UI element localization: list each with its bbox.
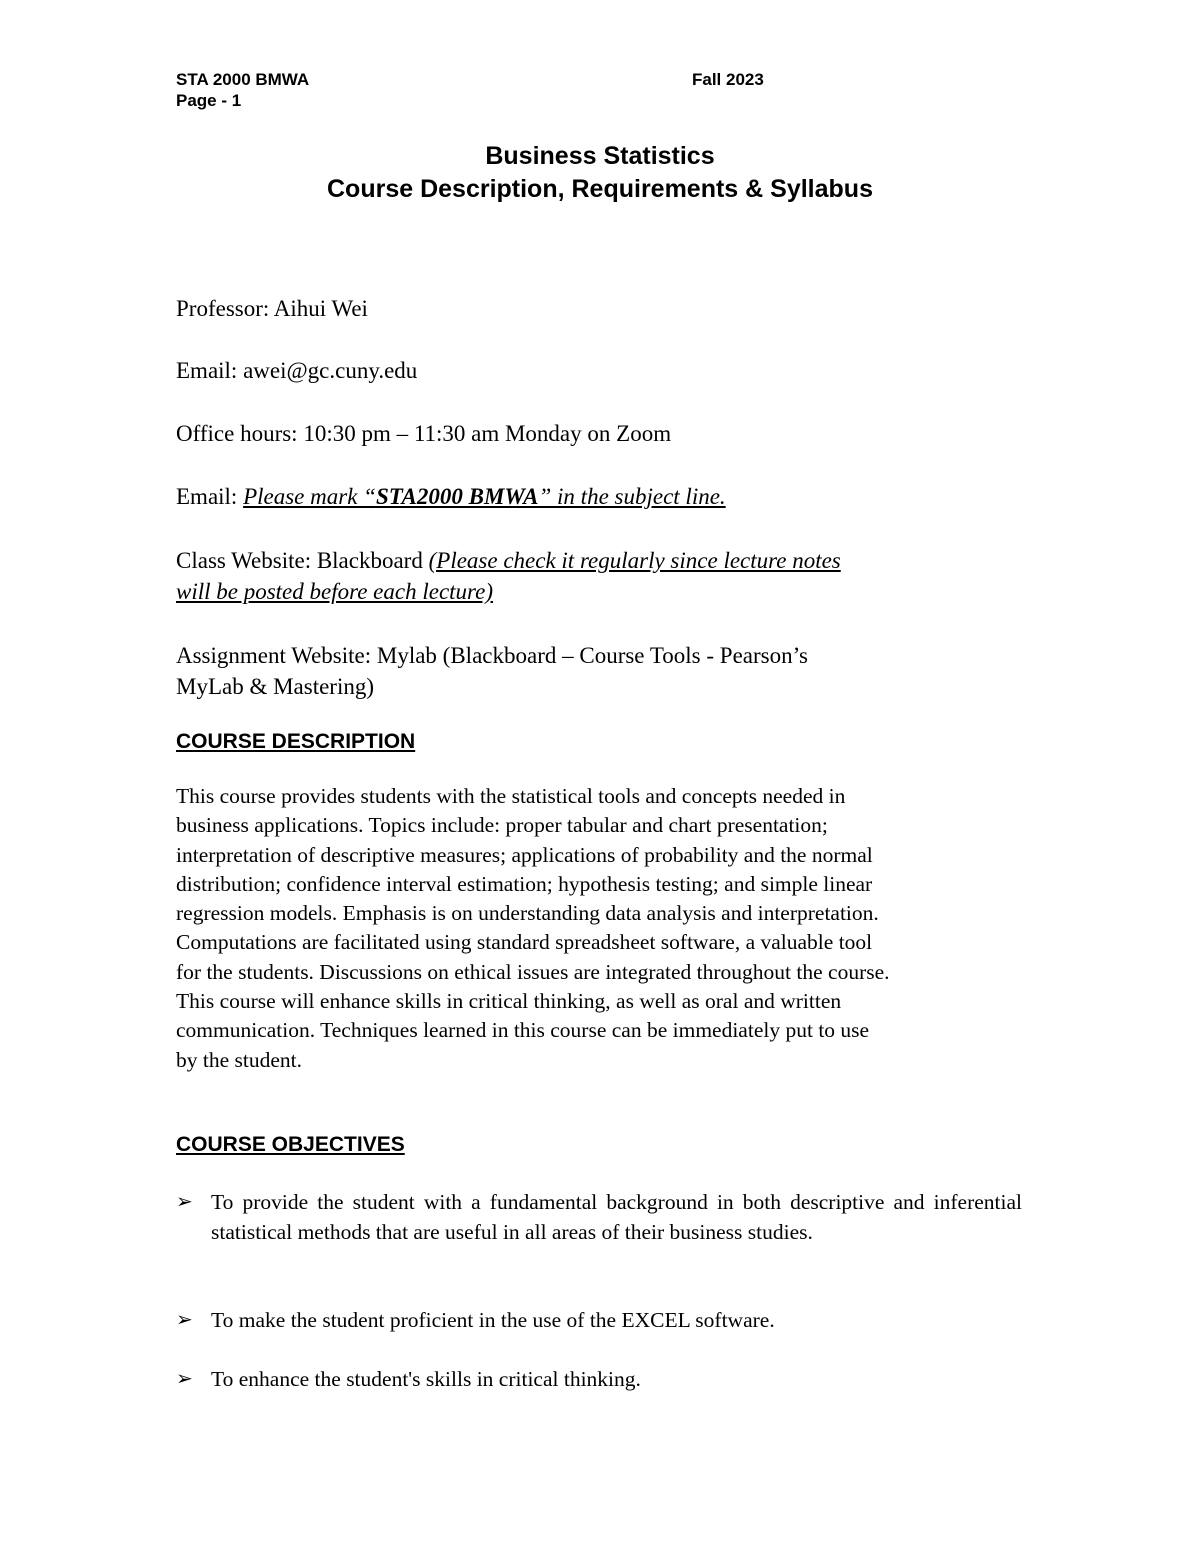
description-line: interpretation of descriptive measures; applications of probability and the normal <box>176 842 873 867</box>
class-website-line-2 <box>176 576 1036 607</box>
email-instruction-label: Email: <box>176 484 244 509</box>
arrow-bullet-icon: ➢ <box>176 1191 193 1213</box>
description-line: distribution; confidence interval estimation; hypothesis testing; and simple linear <box>176 871 873 896</box>
objective-item <box>176 1188 1022 1247</box>
document-title: Business Statistics <box>485 142 715 170</box>
arrow-bullet-icon: ➢ <box>176 1368 193 1390</box>
description-line: by the student. <box>176 1047 302 1072</box>
class-website-note-cont: will be posted before each lecture) <box>176 579 494 604</box>
course-description-body <box>176 782 1036 1075</box>
class-website-line <box>176 545 1036 576</box>
email-instruction-note: Please mark “STA2000 BMWA” in the subject line. <box>243 484 726 509</box>
arrow-bullet-icon: ➢ <box>176 1309 193 1331</box>
header-course-code: STA 2000 BMWA <box>176 70 310 89</box>
description-line: This course provides students with the statistical tools and concepts needed in <box>176 784 846 808</box>
class-website-note: (Please check it regularly since lecture notes <box>428 548 841 573</box>
objective-text: To enhance the student's skills in critical thinking. <box>211 1367 641 1391</box>
objective-text: To provide the student with a fundamental background in both descriptive and inferential statistical methods that are useful in all areas of their business studies. <box>211 1190 1022 1244</box>
objective-item <box>176 1306 1022 1336</box>
class-website-label: Class Website: Blackboard <box>176 548 429 573</box>
document-subtitle: Course Description, Requirements & Syllabus <box>327 175 873 203</box>
description-line: communication. Techniques learned in this course can be immediately put to use <box>176 1018 870 1043</box>
description-line: This course will enhance skills in critical thinking, as well as oral and written <box>176 989 842 1014</box>
assignment-website-line-2: MyLab & Mastering) <box>176 674 375 699</box>
header-term: Fall 2023 <box>692 70 764 89</box>
email-line: Email: awei@gc.cuny.edu <box>176 358 418 383</box>
course-objectives-heading: COURSE OBJECTIVES <box>176 1133 405 1156</box>
header-page-number: Page - 1 <box>176 91 242 110</box>
assignment-website-line: Assignment Website: Mylab (Blackboard – Course Tools - Pearson’s <box>176 643 808 668</box>
objective-item <box>176 1365 1022 1395</box>
professor-line: Professor: Aihui Wei <box>176 296 368 321</box>
objective-text: To make the student proficient in the use of the EXCEL software. <box>211 1308 775 1332</box>
description-line: business applications. Topics include: proper tabular and chart presentation; <box>176 813 828 838</box>
email-subject-code: STA2000 BMWA <box>375 484 539 509</box>
office-hours-line: Office hours: 10:30 pm – 11:30 am Monday on Zoom <box>176 421 672 446</box>
email-instruction-line <box>176 481 1036 512</box>
description-line: regression models. Emphasis is on understanding data analysis and interpretation. <box>176 901 879 926</box>
course-description-heading: COURSE DESCRIPTION <box>176 730 416 753</box>
description-line: for the students. Discussions on ethical issues are integrated throughout the course. <box>176 959 890 984</box>
description-line: Computations are facilitated using standard spreadsheet software, a valuable tool <box>176 930 873 955</box>
